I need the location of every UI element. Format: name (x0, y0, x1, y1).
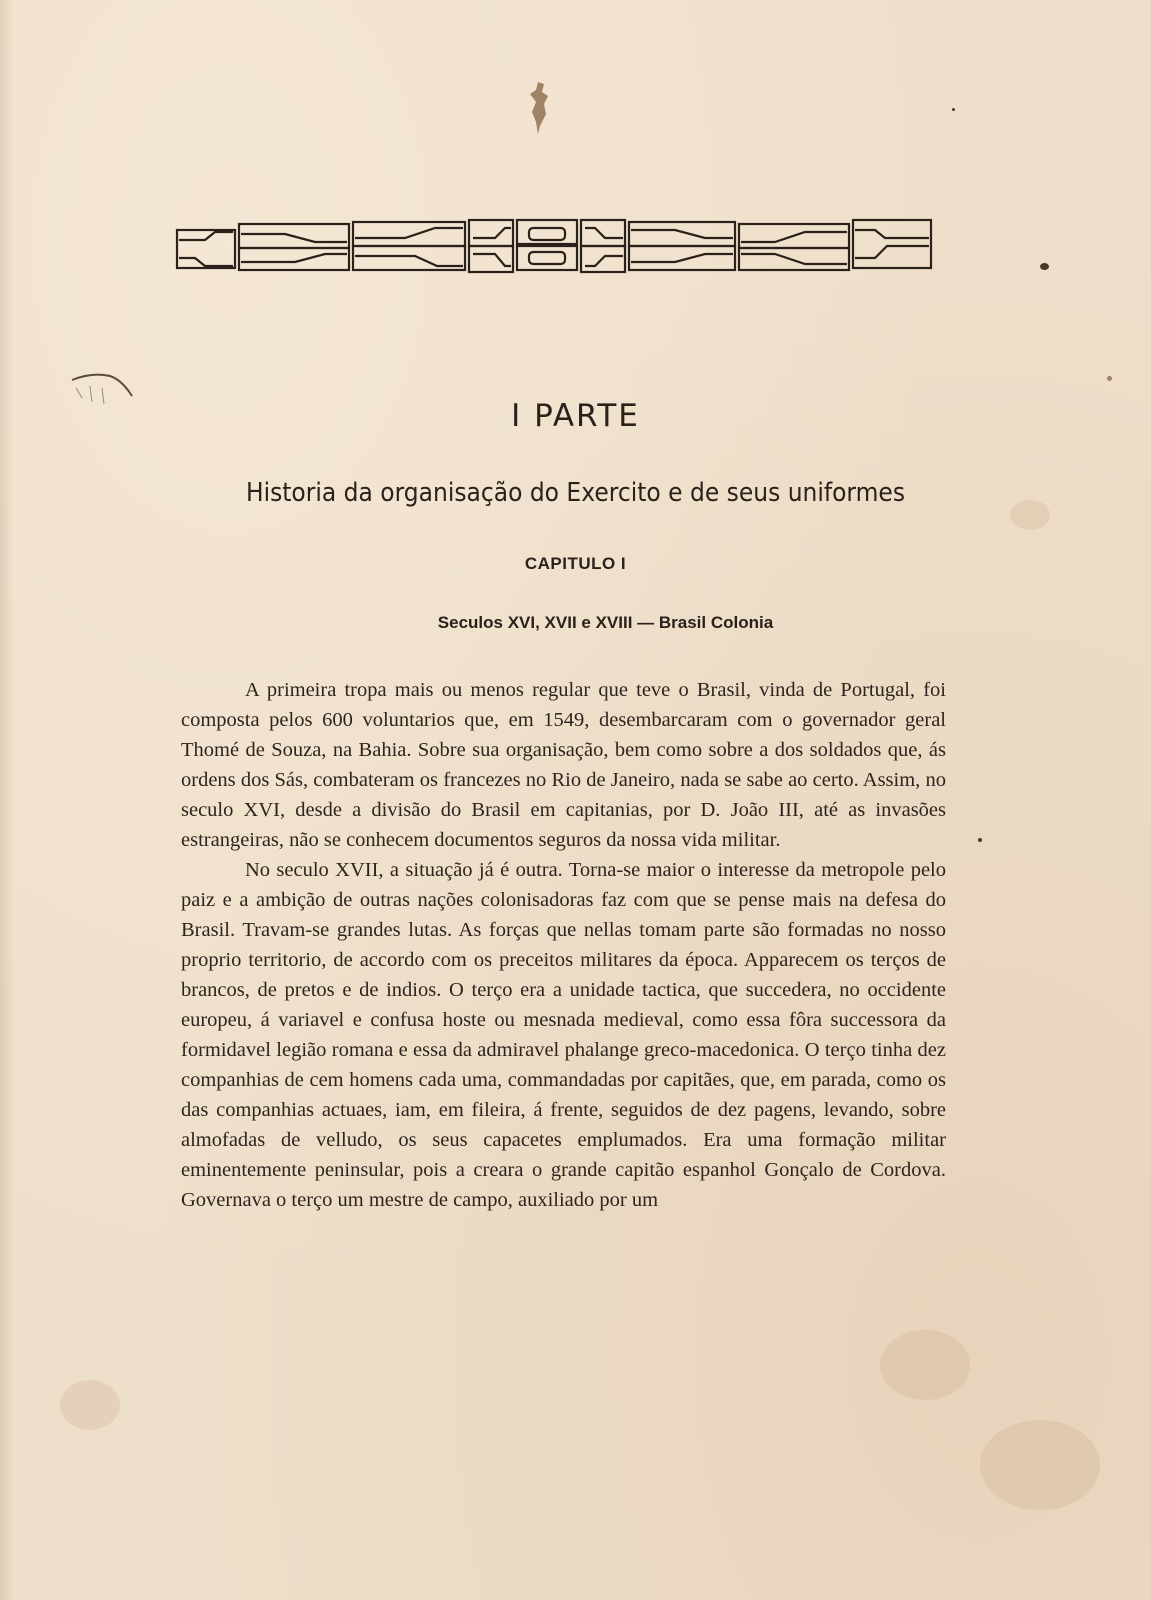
main-heading: Historia da organisação do Exercito e de seus uniformes (245, 478, 906, 508)
paper-stain (60, 1380, 120, 1430)
paragraph: No seculo XVII, a situação já é outra. Torna-se maior o interesse da metropole pelo paiz e a ambição de outras nações colonisadoras faz com que se pense mais na defesa do Brasil. Travam-se grandes lutas. As forças que nellas tomam parte são formadas no nosso proprio territorio, de accordo com os preceitos militares da época. Apparecem os terços de brancos, de pretos e de indios. O terço era a unidade tactica, que succedera, no occidente europeu, á variavel e confusa hoste ou mesnada medieval, como essa fôra successora da formidavel legião romana e essa da admiravel phalange greco-macedonica. O terço tinha dez companhias de cem homens cada uma, commandadas por capitães, que, em parada, como os das companhias actuaes, iam, em fileira, á frente, seguidos de dez pagens, levando, sobre almofadas de velludo, os seus capacetes emplumados. Era uma formação militar eminentemente peninsular, pois a creara o grande capitão espanhol Gonçalo de Cordova. Governava o terço um mestre de campo, auxiliado por um (181, 859, 946, 1211)
part-title: I PARTE (511, 398, 640, 434)
paper-stain (980, 1420, 1100, 1510)
paper-stain (880, 1330, 970, 1400)
chapter-subtitle: Seculos XVI, XVII e XVIII — Brasil Colonia (437, 613, 774, 632)
chapter-heading: CAPITULO I (524, 554, 627, 573)
paragraph: A primeira tropa mais ou menos regular que teve o Brasil, vinda de Portugal, foi composta pelos 600 voluntarios que, em 1549, desembarcaram com o governador geral Thomé de Souza, na Bahia. Sobre sua organisação, bem como sobre a dos soldados que, ás ordens dos Sás, combateram os francezes no Rio de Janeiro, nada se sabe ao certo. Assim, no seculo XVI, desde a divisão do Brasil em capitanias, por D. João III, até as invasões estrangeiras, não se conhecem documentos seguros da nossa vida militar. (181, 679, 946, 851)
speck (978, 838, 982, 842)
speck (1107, 376, 1112, 381)
decorative-border-ornament (175, 216, 935, 274)
page-edge-shadow (0, 0, 14, 1600)
body-text (181, 675, 946, 1215)
ink-blot-ornament (520, 78, 560, 138)
speck (952, 108, 955, 111)
speck (1040, 263, 1049, 270)
